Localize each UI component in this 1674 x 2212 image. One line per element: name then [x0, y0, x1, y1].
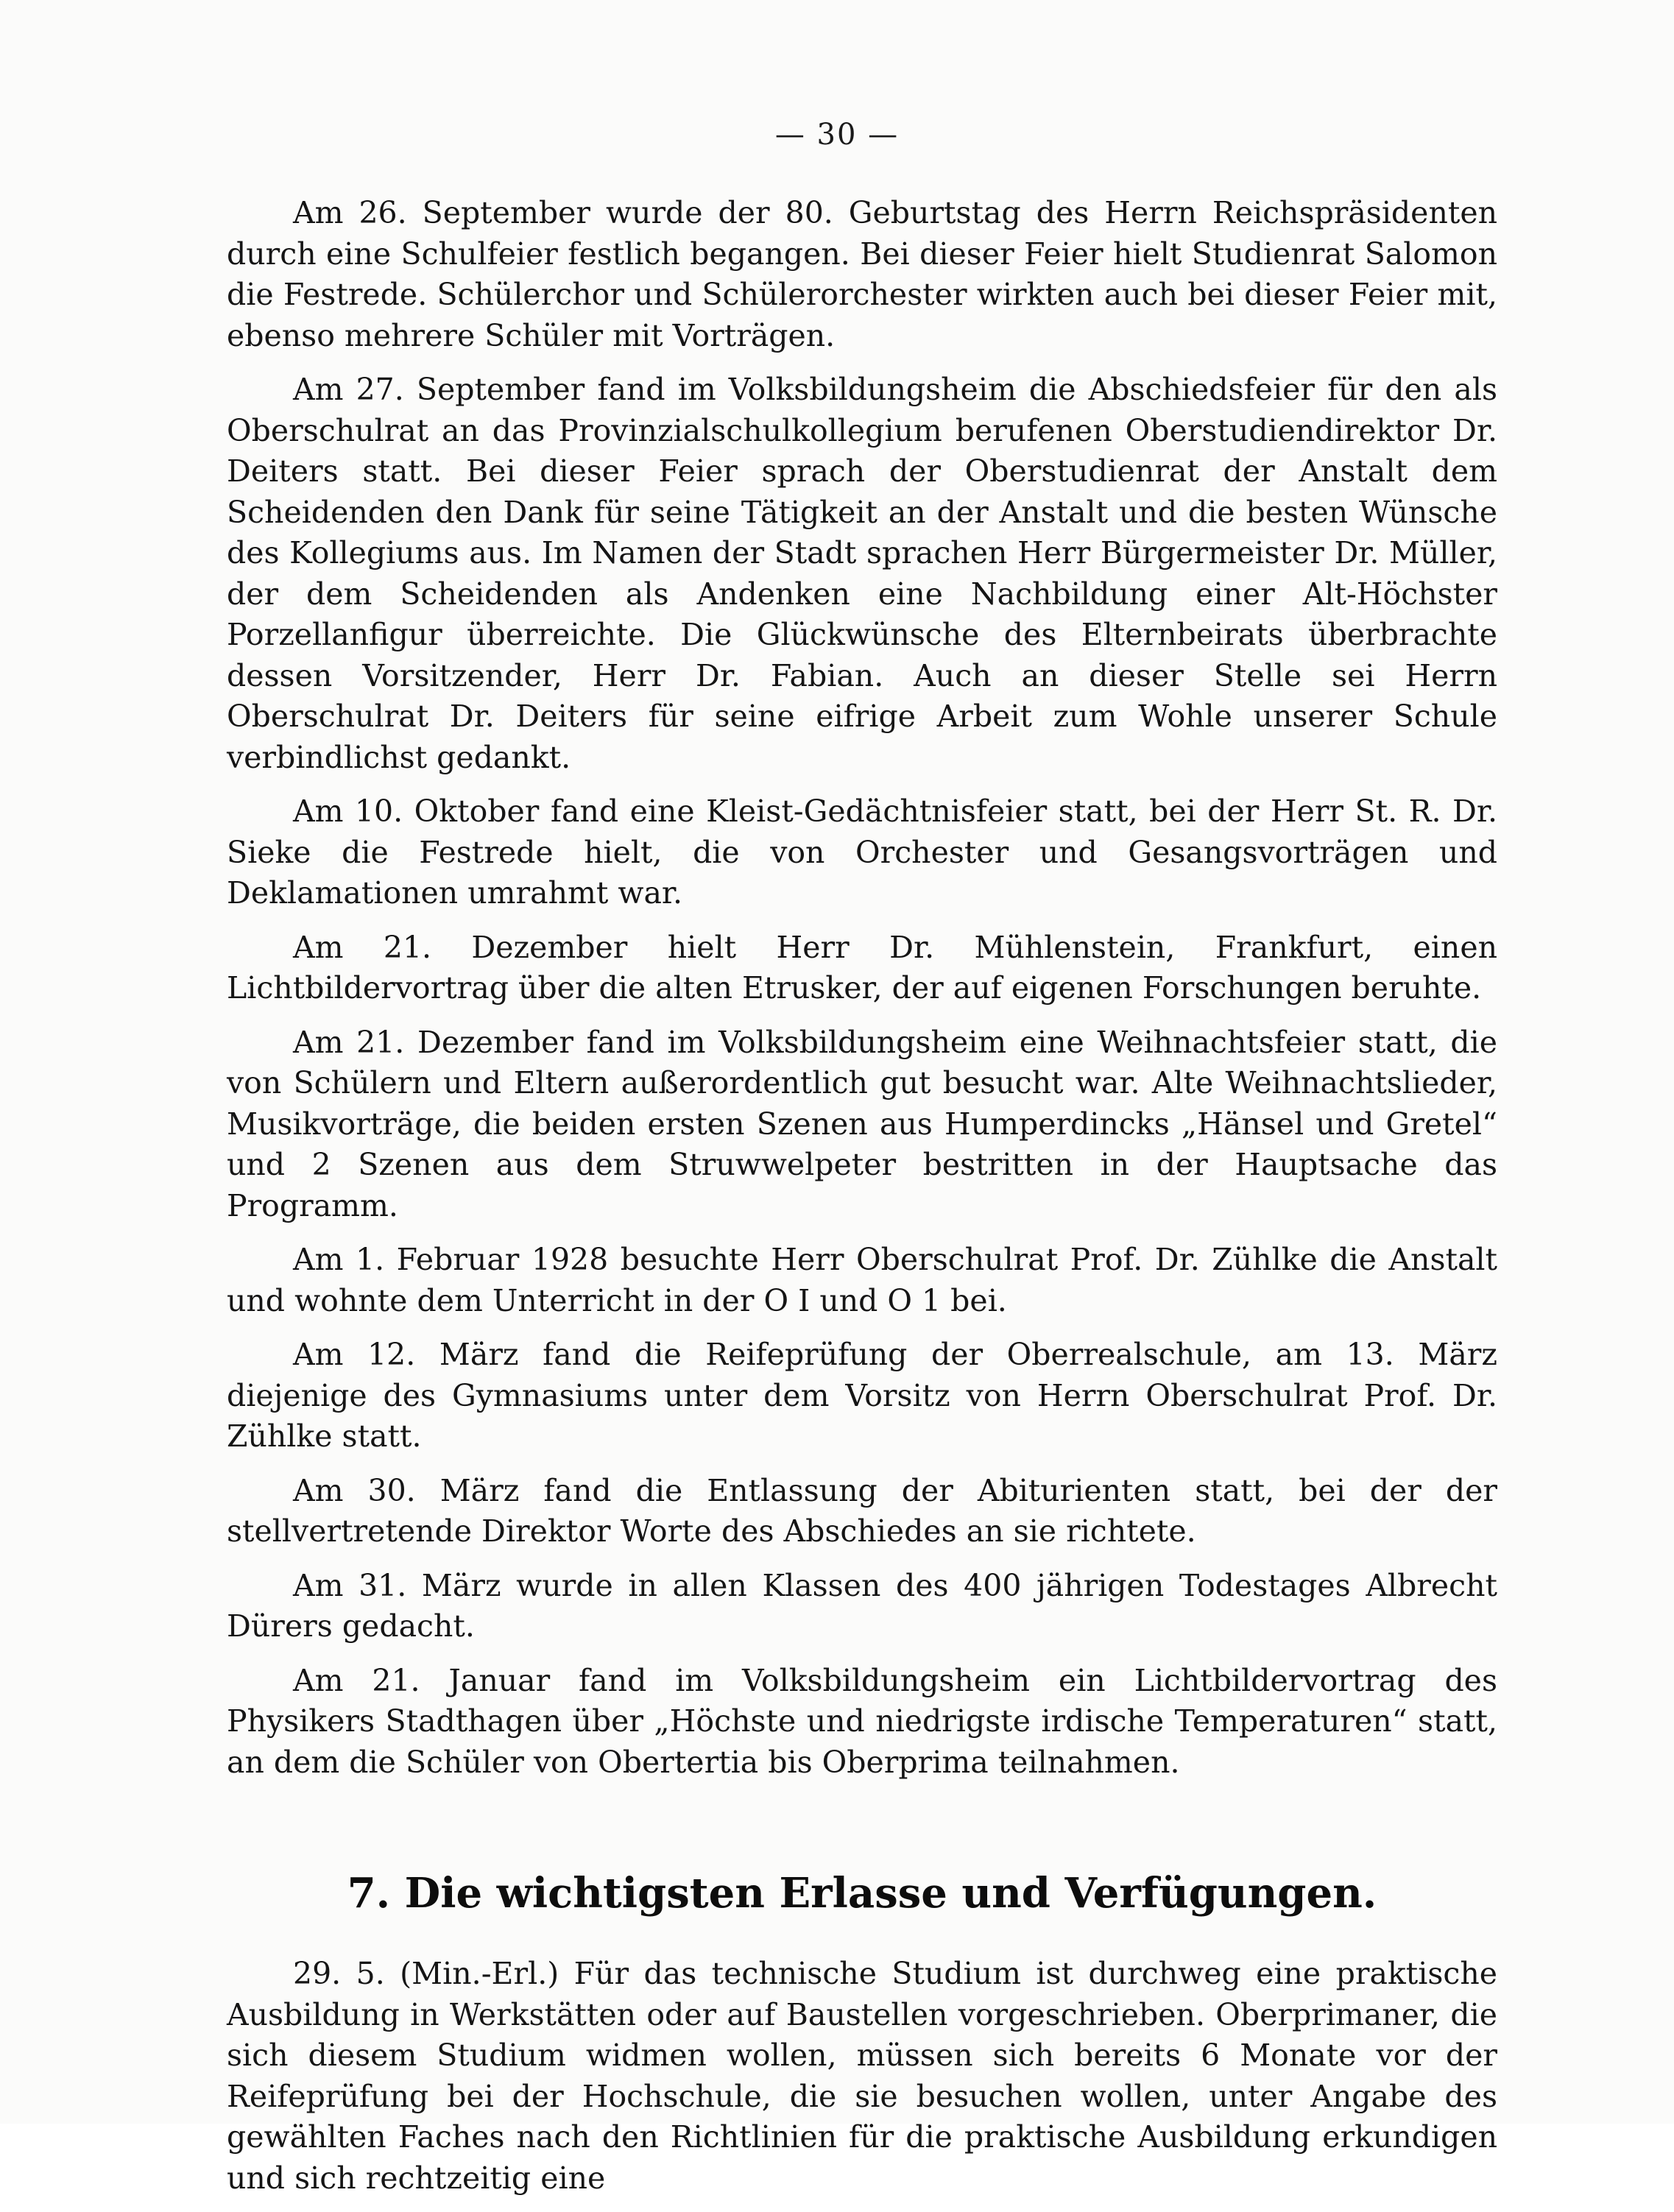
body-text	[227, 193, 1497, 2212]
paragraph-ministerialerlass: 29. 5. (Min.-Erl.) Für das technische Studium ist durchweg eine praktische Ausbildung in Werkstätten oder auf Baustellen vorgeschrieben. Oberprimaner, die sich diesem Studium widmen wollen, müssen sich bereits 6 Monate vor der Reifeprüfung bei der Hochschule, die sie besuchen wollen, unter Angabe des gewählten Faches nach den Richtlinien für die praktische Ausbildung erkundigen und sich rechtzeitig eine	[227, 1956, 1497, 2196]
page-number: — 30 —	[774, 118, 900, 152]
paragraph-etrusker-vortrag: Am 21. Dezember hielt Herr Dr. Mühlenstein, Frankfurt, einen Lichtbildervortrag über die alten Etrusker, der auf eigenen Forschungen beruhte.	[227, 929, 1497, 1006]
paragraph-reifepruefung: Am 12. März fand die Reifeprüfung der Oberrealschule, am 13. März diejenige des Gymnasiums unter dem Vorsitz von Herrn Oberschulrat Prof. Dr. Zühlke statt.	[227, 1337, 1497, 1454]
paragraph-abschiedsfeier: Am 27. September fand im Volksbildungsheim die Abschiedsfeier für den als Oberschulrat an das Provinzialschulkollegium berufenen Oberstudiendirektor Dr. Deiters statt. Bei dieser Feier sprach der Oberstudienrat der Anstalt dem Scheidenden den Dank für seine Tätigkeit an der Anstalt und die besten Wünsche des Kollegiums aus. Im Namen der Stadt sprachen Herr Bürgermeister Dr. Müller, der dem Scheidenden als Andenken eine Nachbildung einer Alt-Höchster Porzellanfigur überreichte. Die Glückwünsche des Elternbeirats überbrachte dessen Vorsitzender, Herr Dr. Fabian. Auch an dieser Stelle sei Herrn Oberschulrat Dr. Deiters für seine eifrige Arbeit zum Wohle unserer Schule verbindlichst gedankt.	[227, 372, 1497, 775]
paragraph-temperaturen-vortrag: Am 21. Januar fand im Volksbildungsheim ein Lichtbildervortrag des Physikers Stadthagen über „Höchste und niedrigste irdische Temperaturen“ statt, an dem die Schüler von Obertertia bis Oberprima teilnahmen.	[227, 1662, 1497, 1780]
paragraph-entlassung: Am 30. März fand die Entlassung der Abiturienten statt, bei der der stellvertretende Direktor Worte des Abschiedes an sie richtete.	[227, 1472, 1497, 1549]
paragraph-duerer: Am 31. März wurde in allen Klassen des 400 jährigen Todestages Albrecht Dürers gedacht.	[227, 1567, 1497, 1644]
paragraph-reichspraesident: Am 26. September wurde der 80. Geburtstag des Herrn Reichspräsidenten durch eine Schulfeier festlich begangen. Bei dieser Feier hielt Studienrat Salomon die Festrede. Schülerchor und Schülerorchester wirkten auch bei dieser Feier mit, ebenso mehrere Schüler mit Vorträgen.	[227, 195, 1497, 353]
section-heading: 7. Die wichtigsten Erlasse und Verfügungen.	[347, 1869, 1377, 1918]
paragraph-kleist-feier: Am 10. Oktober fand eine Kleist-Gedächtnisfeier statt, bei der Herr St. R. Dr. Sieke die Festrede hielt, die von Orchester und Gesangsvorträgen und Deklamationen umrahmt war.	[227, 794, 1497, 911]
paragraph-oberschulrat-besuch: Am 1. Februar 1928 besuchte Herr Oberschulrat Prof. Dr. Zühlke die Anstalt und wohnte dem Unterricht in der O I und O 1 bei.	[227, 1242, 1497, 1318]
paragraph-weihnachtsfeier: Am 21. Dezember fand im Volksbildungsheim eine Weihnachtsfeier statt, die von Schülern und Eltern außerordentlich gut besucht war. Alte Weihnachtslieder, Musikvorträge, die beiden ersten Szenen aus Humperdincks „Hänsel und Gretel“ und 2 Szenen aus dem Struwwelpeter bestritten in der Hauptsache das Programm.	[227, 1024, 1497, 1223]
